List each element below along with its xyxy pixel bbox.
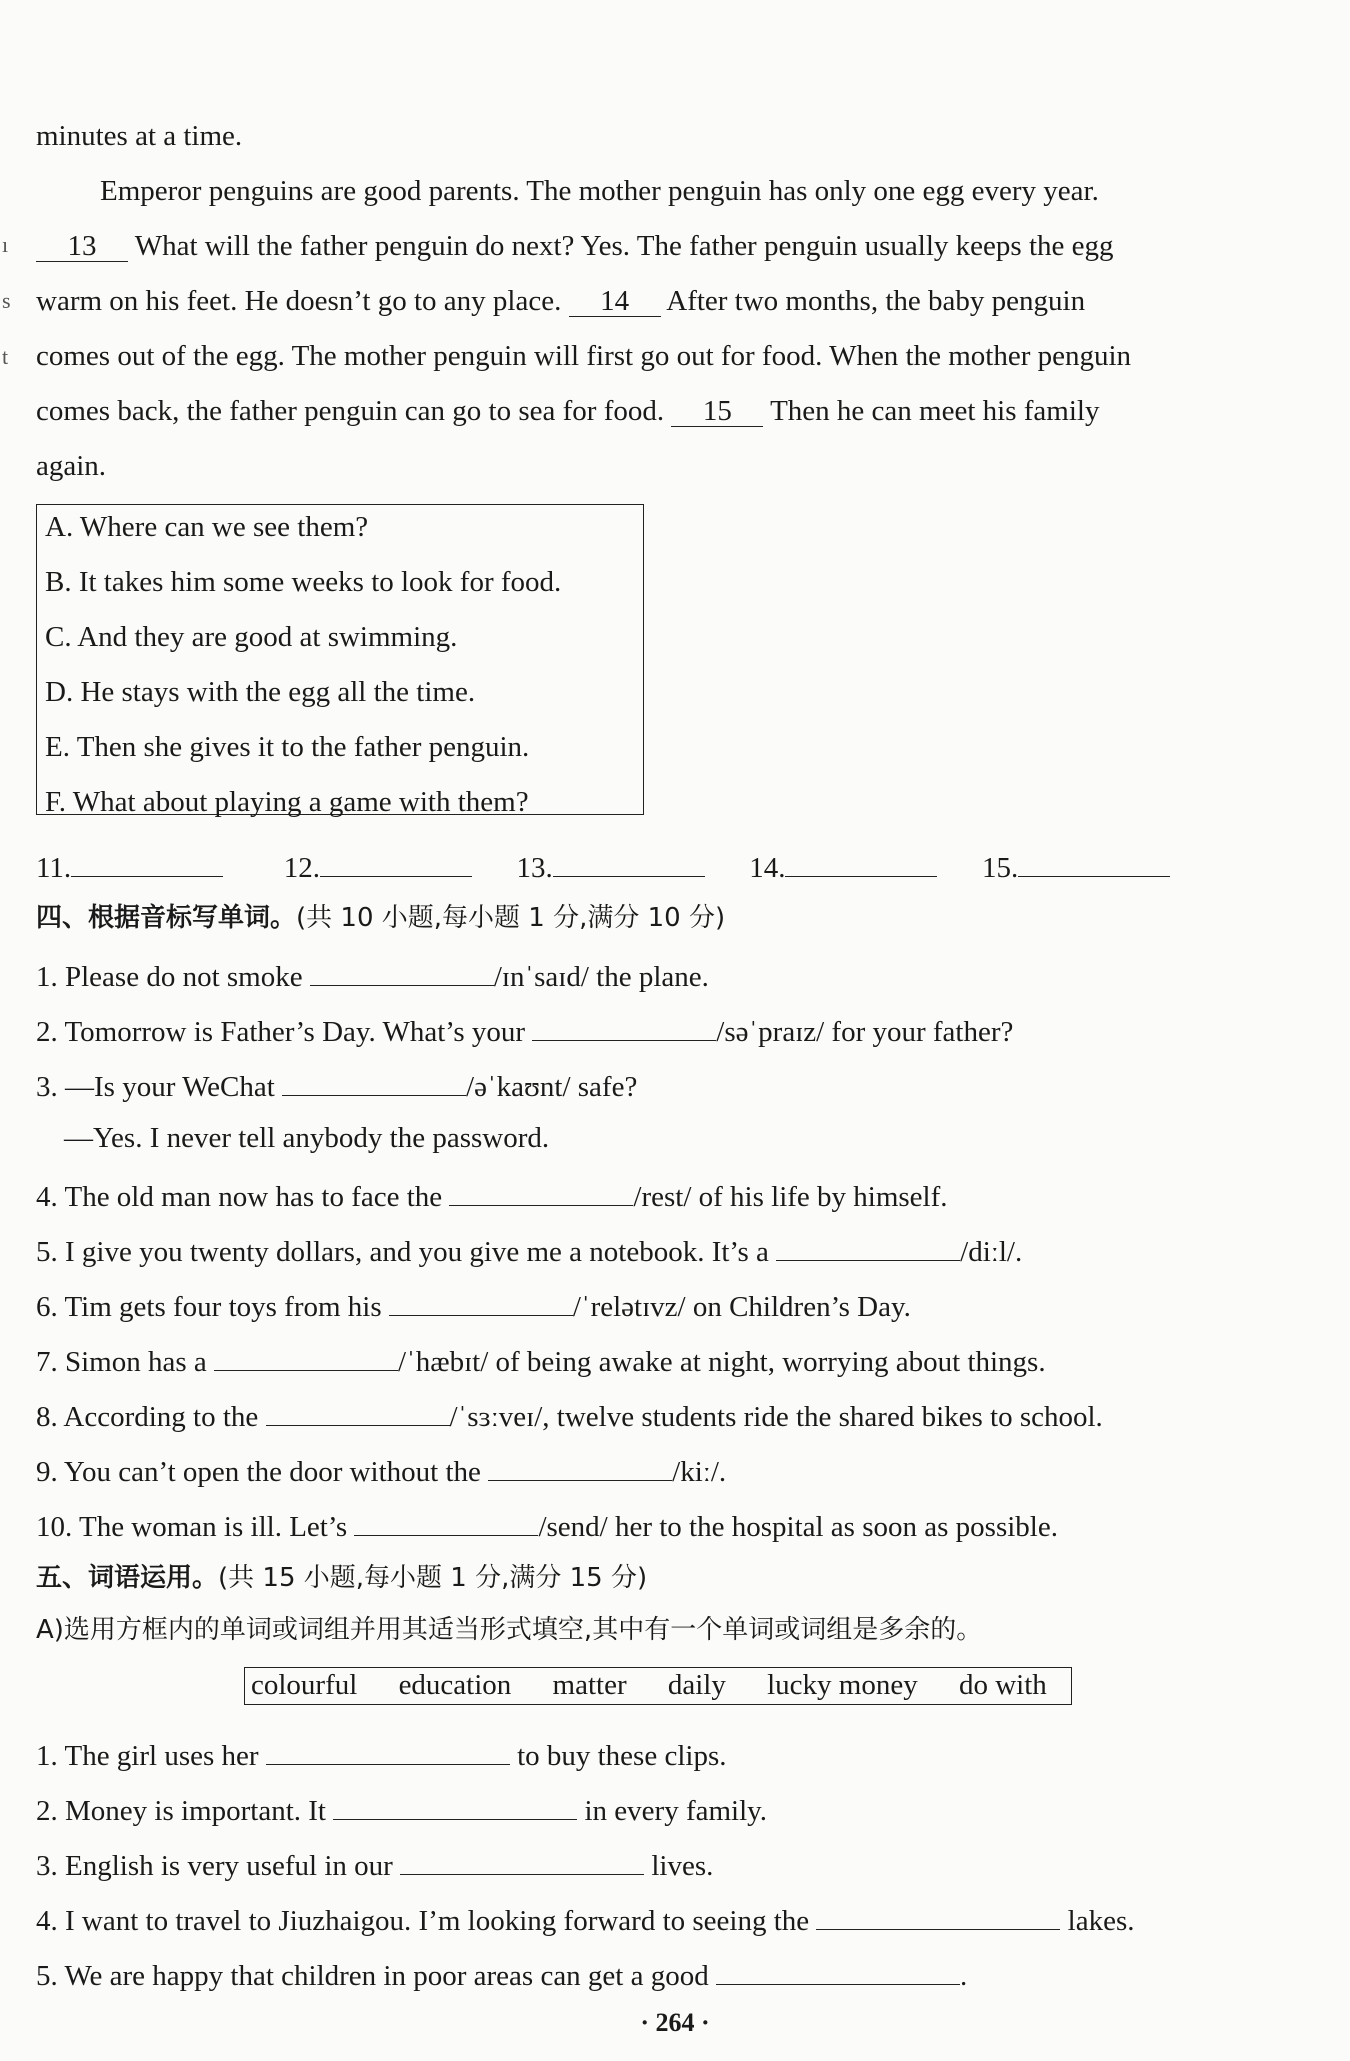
word-bank-item: colourful (251, 1669, 358, 1701)
word-use-item-4: 4. I want to travel to Jiuzhaigou. I’m looking forward to seeing the lakes. (36, 1899, 1286, 1939)
section-5-note: (共 15 小题,每小题 1 分,满分 15 分) (218, 1563, 648, 1593)
phonetic-item-1: 1. Please do not smoke /ɪnˈsaɪd/ the plane. (36, 955, 1286, 995)
word-bank-item: daily (667, 1669, 726, 1701)
passage-text: warm on his feet. He doesn’t go to any place. (36, 285, 562, 317)
word-bank-item: lucky money (767, 1669, 918, 1701)
word-use-item-2: 2. Money is important. It in every family. (36, 1789, 1286, 1829)
word-use-blank-1[interactable] (266, 1734, 510, 1765)
passage-line (36, 283, 1286, 319)
phonetic-item-10: 10. The woman is ill. Let’s /send/ her to the hospital as soon as possible. (36, 1505, 1286, 1545)
phonetic-blank-1[interactable] (310, 955, 494, 986)
word-bank-box (244, 1667, 1072, 1705)
passage-text: Then he can meet his family (770, 395, 1100, 427)
section-4-heading (36, 900, 1286, 936)
page-number: · 264 · (640, 2008, 710, 2037)
word-bank-item: do with (958, 1669, 1047, 1701)
passage-text: What will the father penguin do next? Yes. The father penguin usually keeps the egg (134, 230, 1114, 262)
passage-text: comes back, the father penguin can go to sea for food. (36, 395, 665, 427)
word-use-blank-4[interactable] (816, 1899, 1060, 1930)
phonetic-item-2: 2. Tomorrow is Father’s Day. What’s your /səˈpraɪz/ for your father? (36, 1010, 1286, 1050)
phonetic-blank-8[interactable] (266, 1395, 450, 1426)
phonetic-blank-3[interactable] (282, 1065, 466, 1096)
option-a: A. Where can we see them? (45, 511, 369, 543)
word-use-blank-3[interactable] (400, 1844, 644, 1875)
section-5-instruction: A)选用方框内的单词或词组并用其适当形式填空,其中有一个单词或词组是多余的。 (36, 1615, 983, 1645)
word-use-item-1: 1. The girl uses her to buy these clips. (36, 1734, 1286, 1774)
answer-label: 15. (981, 852, 1019, 884)
answer-blank-15[interactable] (1018, 846, 1170, 877)
section-5-heading (36, 1560, 1286, 1596)
answer-label: 13. (516, 852, 553, 884)
answer-label: 12. (283, 852, 320, 884)
passage-line: minutes at a time. (36, 120, 243, 152)
answer-label: 14. (749, 852, 786, 884)
passage-text: After two months, the baby penguin (666, 285, 1086, 317)
phonetic-blank-7[interactable] (214, 1340, 398, 1371)
answer-blank-12[interactable] (320, 846, 472, 877)
blank-14[interactable]: 14 (569, 286, 661, 317)
answer-blank-11[interactable] (71, 846, 223, 877)
section-5-title: 五、词语运用。 (36, 1563, 219, 1593)
word-use-blank-5[interactable] (716, 1954, 960, 1985)
options-box (36, 504, 644, 818)
passage-line: Emperor penguins are good parents. The mother penguin has only one egg every year. (100, 175, 1099, 207)
answer-blank-13[interactable] (553, 846, 705, 877)
margin-mark: t (2, 344, 9, 369)
phonetic-item-5: 5. I give you twenty dollars, and you give me a notebook. It’s a /diːl/. (36, 1230, 1286, 1270)
phonetic-item-8: 8. According to the /ˈsɜːveɪ/, twelve students ride the shared bikes to school. (36, 1395, 1286, 1435)
section-4-note: (共 10 小题,每小题 1 分,满分 10 分) (296, 903, 726, 933)
answer-label: 11. (36, 852, 72, 884)
answer-blank-14[interactable] (785, 846, 937, 877)
option-c: C. And they are good at swimming. (45, 621, 458, 653)
phonetic-item-3-reply: —Yes. I never tell anybody the password. (64, 1122, 550, 1154)
option-f: F. What about playing a game with them? (45, 786, 529, 818)
passage-line (36, 228, 1286, 264)
blank-13[interactable]: 13 (36, 231, 128, 262)
phonetic-blank-2[interactable] (532, 1010, 716, 1041)
word-bank-item: education (398, 1669, 512, 1701)
phonetic-item-3: 3. —Is your WeChat /əˈkaʊnt/ safe? (36, 1065, 1286, 1105)
phonetic-blank-9[interactable] (488, 1450, 672, 1481)
phonetic-blank-6[interactable] (389, 1285, 573, 1316)
option-e: E. Then she gives it to the father penguin. (45, 731, 530, 763)
phonetic-item-6: 6. Tim gets four toys from his /ˈrelətɪvz/ on Children’s Day. (36, 1285, 1286, 1325)
phonetic-blank-5[interactable] (776, 1230, 960, 1261)
margin-mark: ı (2, 232, 9, 257)
phonetic-blank-4[interactable] (449, 1175, 633, 1206)
passage-line: comes out of the egg. The mother penguin will first go out for food. When the mother penguin (36, 340, 1132, 372)
passage-line (36, 393, 1286, 429)
word-use-item-3: 3. English is very useful in our lives. (36, 1844, 1286, 1884)
word-bank-item: matter (552, 1669, 627, 1701)
passage-line: again. (36, 450, 107, 482)
blank-15[interactable]: 15 (671, 396, 763, 427)
phonetic-item-4: 4. The old man now has to face the /rest/ of his life by himself. (36, 1175, 1286, 1215)
phonetic-item-7: 7. Simon has a /ˈhæbɪt/ of being awake at night, worrying about things. (36, 1340, 1286, 1380)
word-use-blank-2[interactable] (333, 1789, 577, 1820)
phonetic-item-9: 9. You can’t open the door without the /kiː/. (36, 1450, 1286, 1490)
margin-mark: s (2, 288, 11, 313)
answer-row (36, 846, 1286, 886)
option-b: B. It takes him some weeks to look for food. (45, 566, 562, 598)
phonetic-blank-10[interactable] (354, 1505, 538, 1536)
section-4-title: 四、根据音标写单词。 (36, 903, 297, 933)
word-use-item-5: 5. We are happy that children in poor areas can get a good . (36, 1954, 1286, 1994)
option-d: D. He stays with the egg all the time. (45, 676, 476, 708)
